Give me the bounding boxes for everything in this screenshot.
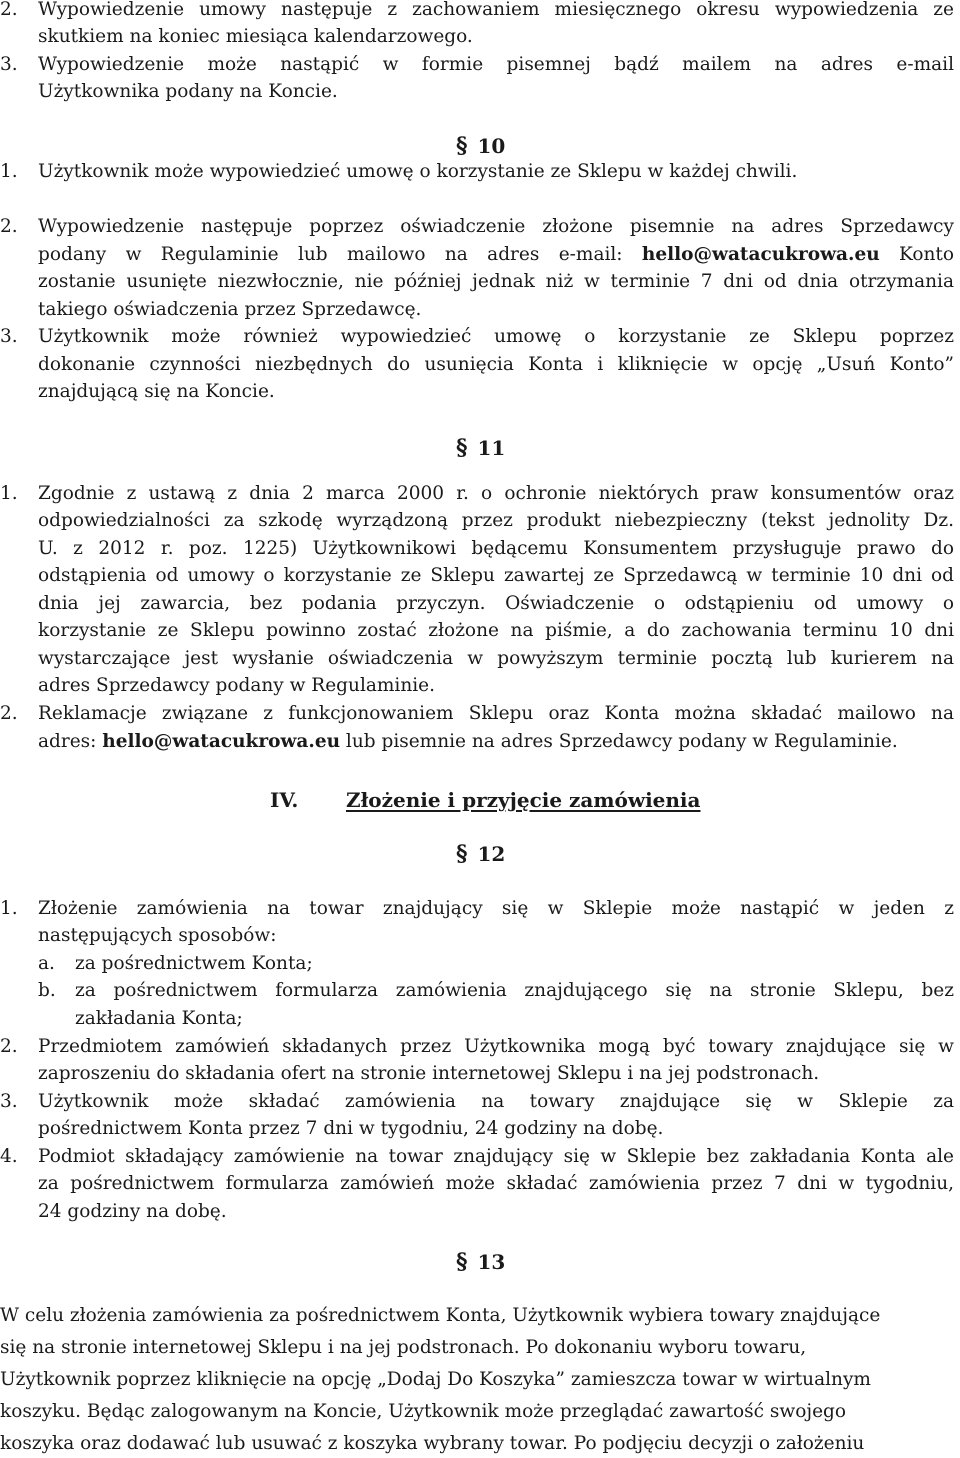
- line-text: Podmiot składający zamówienie na towar znajdujący się w Sklepie bez zakładania Konta ale: [38, 1146, 954, 1167]
- text-line: [0, 268, 960, 296]
- text-line: [0, 296, 960, 324]
- text-fragment: adres:: [38, 731, 103, 752]
- line-text: pośrednictwem Konta przez 7 dni w tygodniu, 24 godziny na dobę.: [38, 1118, 664, 1139]
- list-number: 4.: [0, 1146, 18, 1167]
- chapter-title: [346, 784, 700, 816]
- line-text: wystarczające jest wysłanie oświadczenia w powyższym terminie pocztą lub kurierem na: [38, 648, 954, 669]
- text-line: [0, 507, 960, 535]
- section-number: 13: [477, 1250, 506, 1274]
- line-text: zaproszeniu do składania ofert na stronie internetowej Sklepu i na jej podstronach.: [38, 1063, 820, 1084]
- line-text: Zgodnie z ustawą z dnia 2 marca 2000 r. o ochronie niektórych praw konsumentów oraz: [38, 483, 954, 504]
- text-line: [0, 480, 960, 508]
- line-text: następujących sposobów:: [38, 925, 277, 946]
- text-line: [0, 0, 960, 24]
- line-text: dnia jej zawarcia, bez podania przyczyn. Oświadczenie o odstąpieniu od umowy o: [38, 593, 954, 614]
- line-text: koszyku. Będąc zalogowanym na Koncie, Użytkownik może przeglądać zawartość swojego: [0, 1401, 847, 1422]
- section-sign: §: [456, 133, 468, 159]
- line-text: za pośrednictwem Konta;: [75, 953, 313, 974]
- text-line: [0, 23, 960, 51]
- line-text: U. z 2012 r. poz. 1225) Użytkownikowi będącemu Konsumentem przysługuje prawo do: [38, 538, 954, 559]
- line-text: koszyka oraz dodawać lub usuwać z koszyka wybrany towar. Po podjęciu decyzji o założeniu: [0, 1433, 865, 1454]
- line-text: Złożenie zamówienia na towar znajdujący się w Sklepie może nastąpić w jeden z: [38, 898, 954, 919]
- line-text: [38, 241, 954, 269]
- list-number: 2.: [0, 1036, 18, 1057]
- sublist-letter: b.: [38, 980, 56, 1001]
- text-line: [0, 1398, 960, 1426]
- section-sign: §: [456, 435, 468, 461]
- text-line: [0, 1143, 960, 1171]
- list-number: 2.: [0, 0, 18, 20]
- text-line: [0, 158, 960, 186]
- text-fragment: Konto: [879, 244, 954, 265]
- line-text: [38, 728, 954, 756]
- text-line: [0, 241, 960, 269]
- section-heading-12: [456, 838, 505, 870]
- text-line: [0, 378, 960, 406]
- line-text: Użytkownik poprzez kliknięcie na opcję „Dodaj Do Koszyka” zamieszcza towar w wirtualnym: [0, 1369, 871, 1390]
- line-text: znajdującą się na Koncie.: [38, 381, 275, 402]
- email-address[interactable]: hello@watacukrowa.eu: [102, 731, 341, 752]
- chapter-title-text: Złożenie i przyjęcie zamówienia: [346, 788, 701, 812]
- section-heading-13: [456, 1246, 505, 1278]
- line-text: Wypowiedzenie następuje poprzez oświadczenie złożone pisemnie na adres Sprzedawcy: [38, 216, 954, 237]
- text-fragment: lub pisemnie na adres Sprzedawcy podany w Regulaminie.: [340, 731, 898, 752]
- list-number: 2.: [0, 216, 18, 237]
- text-line: [0, 895, 960, 923]
- text-line: [0, 351, 960, 379]
- text-line: [0, 700, 960, 728]
- list-number: 3.: [0, 1091, 18, 1112]
- text-line: [0, 1366, 960, 1394]
- list-number: 1.: [0, 898, 18, 919]
- chapter-number: IV.: [270, 788, 299, 812]
- line-text: dokonanie czynności niezbędnych do usunięcia Konta i kliknięcie w opcję „Usuń Konto”: [38, 354, 954, 375]
- text-line: [0, 672, 960, 700]
- text-line: [0, 1033, 960, 1061]
- line-text: za pośrednictwem formularza zamówień może składać zamówienia przez 7 dni w tygodniu,: [38, 1173, 954, 1194]
- list-number: 3.: [0, 54, 18, 75]
- text-line: [0, 78, 960, 106]
- section-heading-11: [456, 432, 505, 464]
- text-line: [0, 562, 960, 590]
- section-sign: §: [456, 841, 468, 867]
- line-text: Przedmiotem zamówień składanych przez Użytkownika mogą być towary znajdujące się w: [38, 1036, 954, 1057]
- text-line: [0, 1170, 960, 1198]
- section-number: 10: [477, 134, 506, 158]
- text-line: [0, 950, 960, 978]
- text-line: [0, 1060, 960, 1088]
- text-line: [0, 590, 960, 618]
- line-text: Użytkownik może wypowiedzieć umowę o korzystanie ze Sklepu w każdej chwili.: [38, 161, 798, 182]
- line-text: skutkiem na koniec miesiąca kalendarzowego.: [38, 26, 473, 47]
- line-text: Użytkownik może również wypowiedzieć umowę o korzystanie ze Sklepu poprzez: [38, 326, 954, 347]
- text-line: [0, 1088, 960, 1116]
- list-number: 3.: [0, 326, 18, 347]
- line-text: 24 godziny na dobę.: [38, 1201, 227, 1222]
- text-line: [0, 645, 960, 673]
- text-line: [0, 1198, 960, 1226]
- section-number: 12: [477, 842, 506, 866]
- text-line: [0, 977, 960, 1005]
- line-text: zakładania Konta;: [75, 1008, 243, 1029]
- section-sign: §: [456, 1249, 468, 1275]
- text-line: [0, 922, 960, 950]
- line-text: korzystanie ze Sklepu powinno zostać złożone na piśmie, a do zachowania terminu 10 dni: [38, 620, 954, 641]
- line-text: za pośrednictwem formularza zamówienia znajdującego się na stronie Sklepu, bez: [75, 980, 954, 1001]
- text-fragment: podany w Regulaminie lub mailowo na adres e-mail:: [38, 244, 642, 265]
- line-text: W celu złożenia zamówienia za pośrednictwem Konta, Użytkownik wybiera towary znajdujące: [0, 1305, 881, 1326]
- text-line: [0, 535, 960, 563]
- text-line: [0, 728, 960, 756]
- line-text: odpowiedzialności za szkodę wyrządzoną przez produkt niebezpieczny (tekst jednolity Dz.: [38, 510, 954, 531]
- line-text: adres Sprzedawcy podany w Regulaminie.: [38, 675, 436, 696]
- section-number: 11: [477, 436, 506, 460]
- list-number: 1.: [0, 483, 18, 504]
- line-text: Wypowiedzenie może nastąpić w formie pisemnej bądź mailem na adres e-mail: [38, 54, 954, 75]
- text-line: [0, 1005, 960, 1033]
- text-line: [0, 213, 960, 241]
- line-text: Użytkownik może składać zamówienia na towary znajdujące się w Sklepie za: [38, 1091, 954, 1112]
- chapter-heading: [270, 784, 298, 816]
- line-text: Wypowiedzenie umowy następuje z zachowaniem miesięcznego okresu wypowiedzenia ze: [38, 0, 954, 20]
- line-text: Użytkownika podany na Koncie.: [38, 81, 338, 102]
- line-text: takiego oświadczenia przez Sprzedawcę.: [38, 299, 422, 320]
- list-number: 2.: [0, 703, 18, 724]
- email-address[interactable]: hello@watacukrowa.eu: [641, 244, 880, 265]
- line-text: odstąpienia od umowy o korzystanie ze Sklepu zawartej ze Sprzedawcą w terminie 10 dni od: [38, 565, 954, 586]
- text-line: [0, 1115, 960, 1143]
- text-line: [0, 1302, 960, 1330]
- text-line: [0, 323, 960, 351]
- text-line: [0, 1334, 960, 1362]
- text-line: [0, 617, 960, 645]
- list-number: 1.: [0, 161, 18, 182]
- sublist-letter: a.: [38, 953, 55, 974]
- text-line: [0, 51, 960, 79]
- line-text: Reklamacje związane z funkcjonowaniem Sklepu oraz Konta można składać mailowo na: [38, 703, 954, 724]
- line-text: się na stronie internetowej Sklepu i na jej podstronach. Po dokonaniu wyboru towaru,: [0, 1337, 807, 1358]
- line-text: zostanie usunięte niezwłocznie, nie później jednak niż w terminie 7 dni od dnia otrzymania: [38, 271, 954, 292]
